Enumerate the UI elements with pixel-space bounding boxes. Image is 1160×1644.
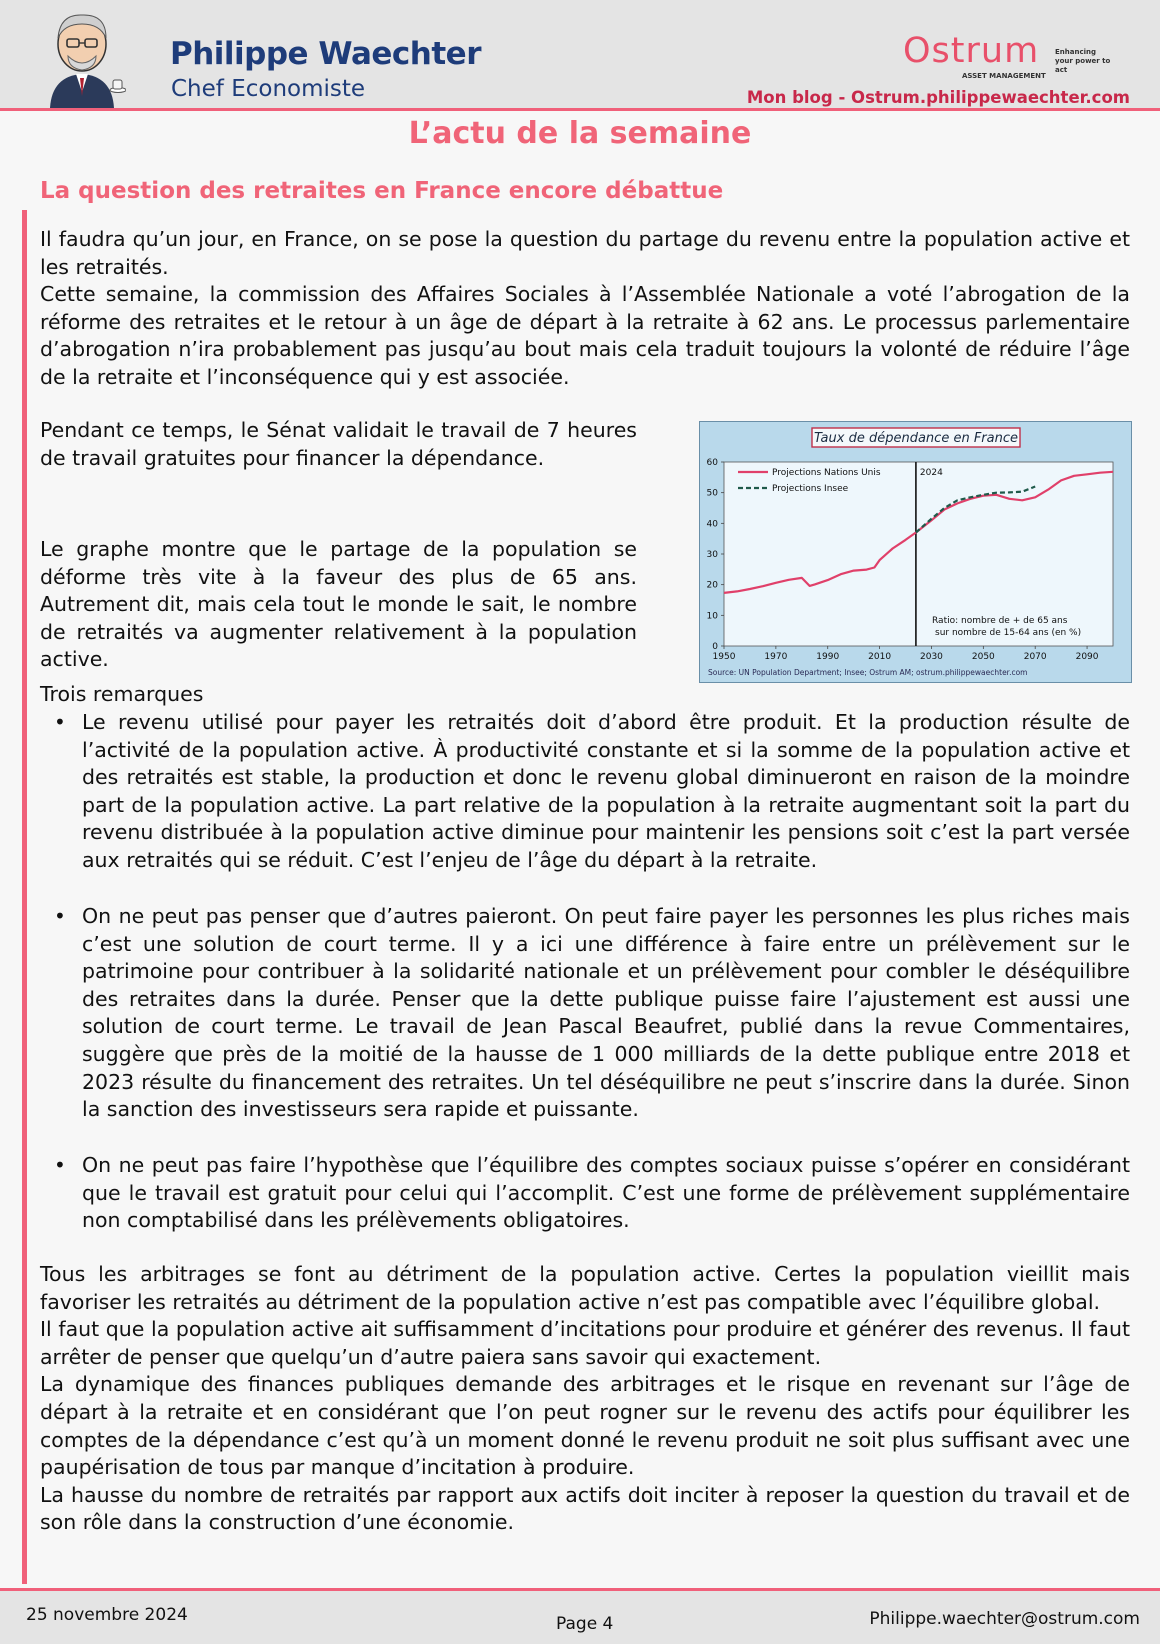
dependency-chart — [699, 421, 1132, 683]
chart-source: Source: UN Population Department; Insee; Ostrum AM; ostrum.philippewaechter.com — [708, 668, 1028, 677]
x-tick-label: 2090 — [1075, 652, 1099, 662]
remark-item: • Le revenu utilisé pour payer les retraités doit d’abord être produit. Et la production résulte de l’activité de la population active. À productivité constante et si la somme de la population active et des retraités est stable, la production et donc le revenu global diminueront en raison de la moindre part de la population active. La part relative de la population à la retraite augmentant soit la part du revenu distribuée à la population active diminue pour maintenir les pensions soit c’est la part versée aux retraités qui se réduit. C’est l’enjeu de l’âge du départ à la retraite. — [40, 709, 1130, 875]
author-name: Philippe Waechter — [170, 36, 481, 72]
chart-title: Taux de dépendance en France — [813, 431, 1019, 446]
logo-tagline: Enhancing your power to act — [1055, 48, 1111, 74]
chart-note-line-1: Ratio: nombre de + de 65 ans — [932, 616, 1068, 626]
y-tick-label: 50 — [706, 488, 718, 499]
x-tick-label: 2010 — [868, 652, 892, 662]
author-title: Chef Economiste — [171, 76, 366, 102]
chart-note-line-2: sur nombre de 15-64 ans (en %) — [935, 628, 1082, 638]
senat-paragraph: Pendant ce temps, le Sénat validait le travail de 7 heures de travail gratuites pour financer la dépendance. — [40, 418, 637, 470]
x-tick-label: 2070 — [1023, 652, 1047, 662]
author-avatar — [40, 8, 126, 108]
intro-sentence-1: Il faudra qu’un jour, en France, on se pose la question du partage du revenu entre la population active et les retraités. — [40, 227, 1130, 279]
footer-date: 25 novembre 2024 — [26, 1605, 188, 1625]
article-accent-bar — [22, 210, 27, 1584]
legend-label: Projections Nations Unis — [772, 468, 881, 478]
conclusion-sentence-2: Il faut que la population active ait suffisamment d’incitations pour produire et générer des revenus. Il faut arrêter de penser que quelqu’un d’autre paiera sans savoir qui exactement. — [40, 1317, 1130, 1369]
article-title: La question des retraites en France encore débattue — [40, 178, 724, 204]
footer-email-link[interactable]: Philippe.waechter@ostrum.com — [869, 1609, 1140, 1629]
y-tick-label: 30 — [706, 550, 718, 560]
conclusion-paragraph — [40, 1261, 1130, 1537]
footer-page-number: Page 4 — [556, 1614, 614, 1634]
x-tick-label: 1970 — [764, 652, 788, 662]
conclusion-sentence-3: La dynamique des finances publiques demande des arbitrages et le risque en revenant sur l’âge de départ à la retraite et en considérant que l’on peut rogner sur le revenu des actifs pour équilibrer les comptes de la dépendance c’est qu’à un moment donné le revenu produit ne soit plus suffisant avec une paupérisation de tous par manque d’incitation à produire. — [40, 1372, 1130, 1480]
graphe-paragraph: Le graphe montre que le partage de la population se déforme très vite à la faveur des plus de 65 ans. Autrement dit, mais cela tout le monde le sait, le nombre de retraités va augmenter relativement à la population active. — [40, 537, 637, 672]
page-header — [0, 0, 1160, 111]
x-tick-label: 2050 — [971, 652, 995, 662]
x-tick-label: 1950 — [712, 652, 736, 662]
y-tick-label: 40 — [706, 519, 718, 530]
page-title: L’actu de la semaine — [408, 116, 752, 151]
y-tick-label: 60 — [706, 458, 718, 468]
page-footer — [0, 1588, 1160, 1644]
conclusion-sentence-1: Tous les arbitrages se font au détriment de la population active. Certes la population vieillit mais favoriser les retraités au détriment de la population active n’est pas compatible avec l’équilibre global. — [40, 1262, 1130, 1314]
blog-link[interactable]: Mon blog - Ostrum.philippewaechter.com — [746, 88, 1130, 107]
chart-svg — [700, 422, 1131, 682]
y-tick-label: 20 — [706, 580, 718, 591]
ostrum-logo: Ostrum — [903, 31, 1040, 71]
remark-item: • On ne peut pas penser que d’autres paieront. On peut faire payer les personnes les plus riches mais c’est une solution de court terme. Il y a ici une différence à faire entre un prélèvement sur le patrimoine pour contribuer à la solidarité nationale et un prélèvement pour combler le déséquilibre des retraites dans la durée. Penser que la dette publique puisse faire l’ajustement est aussi une solution de court terme. Le travail de Jean Pascal Beaufret, publié dans la revue Commentaires, suggère que près de la moitié de la hausse de 1 000 milliards de la dette publique entre 2018 et 2023 résulte du financement des retraites. Un tel déséquilibre ne peut s’inscrire dans la durée. Sinon la sanction des investisseurs sera rapide et puissante. — [40, 903, 1130, 1124]
y-tick-label: 10 — [706, 611, 718, 622]
intro-sentence-2: Cette semaine, la commission des Affaires Sociales à l’Assemblée Nationale a voté l’abrogation de la réforme des retraites et le retour à un âge de départ à la retraite à 62 ans. Le processus parlementaire d’abrogation n’ira probablement pas jusqu’au bout mais cela traduit toujours la volonté de réduire l’âge de la retraite et l’inconséquence qui y est associée. — [40, 282, 1130, 389]
logo-subtitle: ASSET MANAGEMENT — [962, 72, 1046, 80]
x-tick-label: 1990 — [816, 652, 840, 662]
conclusion-sentence-4: La hausse du nombre de retraités par rapport aux actifs doit inciter à reposer la question du travail et de son rôle dans la construction d’une économie. — [40, 1482, 1130, 1535]
year-2024-label: 2024 — [919, 468, 943, 478]
intro-paragraph — [40, 226, 1130, 392]
remark-item: • On ne peut pas faire l’hypothèse que l’équilibre des comptes sociaux puisse s’opérer en considérant que le travail est gratuit pour celui qui l’accomplit. C’est une forme de prélèvement supplémentaire non comptabilisé dans les prélèvements obligatoires. — [40, 1152, 1130, 1235]
x-tick-label: 2030 — [920, 652, 943, 662]
remarks-heading: Trois remarques — [40, 682, 204, 706]
legend-label: Projections Insee — [772, 484, 849, 494]
y-tick-label: 0 — [712, 642, 718, 652]
